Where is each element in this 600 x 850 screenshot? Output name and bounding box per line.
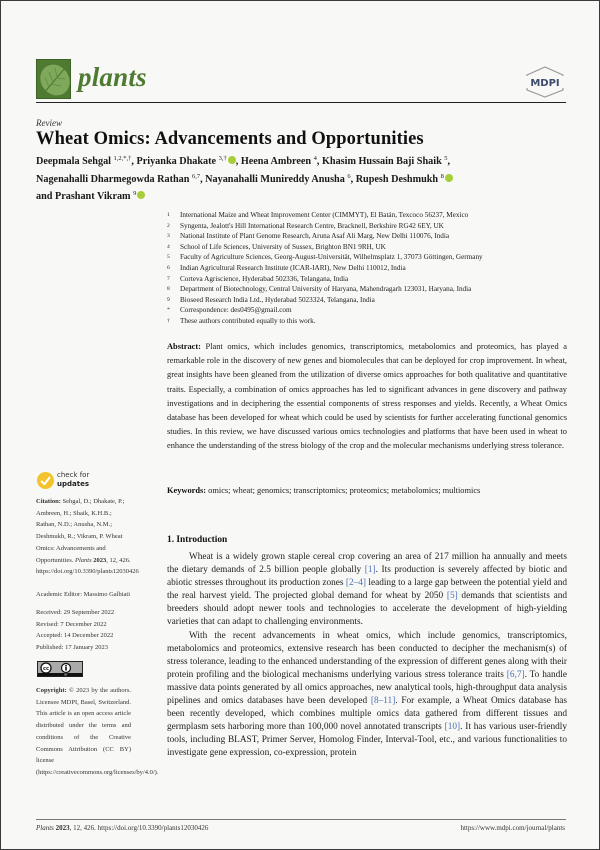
- footer-journal-url[interactable]: https://www.mdpi.com/journal/plants: [460, 824, 565, 832]
- revised-date: Revised: 7 December 2022: [36, 620, 107, 628]
- author-name: Priyanka Dhakate: [136, 156, 219, 167]
- author-name: Heena Ambreen: [240, 156, 314, 167]
- orcid-icon[interactable]: [228, 156, 236, 164]
- orcid-icon[interactable]: [137, 191, 145, 199]
- copyright-block: [36, 685, 159, 779]
- abstract-label: Abstract:: [167, 342, 201, 351]
- svg-text:MDPI: MDPI: [530, 78, 560, 89]
- paragraph-1: Wheat is a widely grown staple cereal crop covering an area of 217 million ha annually and meets the dietary demands of 2.5 billion people globally [1]. Its production is severely affected by biotic and abiotic stresses throughout its production zones [2–4] leading to a large gap between the potential yield and the real harvest yield. The projected global demand for wheat by 2050 [5] demands that scientists and breeders should adopt newer tools and technologies to accelerate the development of high-yielding varieties that can adapt to challenging environments.: [167, 552, 567, 628]
- author-name: Nayanahalli Munireddy Anusha: [205, 173, 348, 185]
- citation-ref[interactable]: [2–4]: [345, 578, 367, 589]
- affiliation-item: 4 School of Life Sciences, University of Sussex, Brighton BN1 9RH, UK: [167, 242, 386, 251]
- academic-editor: Academic Editor: Massimo Galbiati: [36, 591, 131, 598]
- journal-header: [36, 58, 566, 103]
- section-heading: 1. Introduction: [167, 535, 228, 545]
- publication-dates: [36, 607, 131, 654]
- citation-ref[interactable]: [10]: [444, 722, 461, 733]
- affiliation-item: 2 Syngenta, Jealott's Hill International Research Centre, Bracknell, Berkshire RG42 6EY, UK: [167, 221, 444, 230]
- affiliation-item: 6 Indian Agricultural Research Institute (ICAR-IARI), New Delhi 110012, India: [167, 263, 406, 272]
- keywords: [167, 486, 567, 495]
- affiliation-item: 8 Department of Biotechnology, Central University of Haryana, Mahendragarh 123031, Haryana, India: [167, 285, 472, 294]
- svg-text:cc: cc: [43, 666, 49, 672]
- article-title: Wheat Omics: Advancements and Opportunities: [36, 129, 424, 149]
- keywords-label: Keywords:: [167, 486, 207, 495]
- updates-label: updates: [57, 480, 89, 488]
- citation-ref[interactable]: [1]: [364, 565, 376, 576]
- citation-doi-link[interactable]: , 12, 426. https://doi.org/10.3390/plants12030426: [36, 556, 139, 576]
- abstract: [167, 340, 567, 454]
- journal-name: plants: [78, 62, 147, 92]
- keywords-text: omics; wheat; genomics; transcriptomics; proteomics; metabolomics; multiomics: [208, 486, 481, 495]
- author-name: Khasim Hussain Baji Shaik: [321, 156, 445, 167]
- paragraph-2: With the recent advancements in wheat omics, which include genomics, transcriptomics, metabolomics and proteomics, extensive research has been conducted to decipher the mechanism(s) of stress tolerance, leading to the enhanced understanding of the expression of different genes along with their protein profiling and the biological mechanisms underlying various stress tolerance traits [6,7]. To handle massive data points generated by all omics approaches, new analytical tools, high-throughput data analysis pipelines and omics databases have been developed [8–11]. For example, a Wheat Omics database has been recently developed, which combines multiple omics data gathered from different tissues and germplasm sets harboring more than 100,000 novel annotated transcripts [10]. It has various user-friendly tools, including BLAST, Primer Server, Homolog Finder, Interval-Tool, etc., and various functionalities to investigate gene expression, co-expression, protein: [167, 630, 568, 759]
- published-date: Published: 17 January 2023: [36, 644, 109, 652]
- abstract-text: Plant omics, which includes genomics, transcriptomics, metabolomics and proteomics, has played a remarkable role in the discovery of new genes and biomolecules that can be deployed for crop improvement. In wheat, great insights have been gleaned from the utilization of diverse omics approaches for both qualitative and quantitative traits. Especially, a combination of omics approaches has led to significant advances in gene discovery and pathway investigations and in deciphering the essential components of stress responses and yields. Recently, a Wheat Omics database has been developed for wheat which could be used by scientists for further accelerating functional genomics studies. In this review, we have discussed various omics technologies and platforms that have been used in wheat to enhance the understanding of the stress biology of the crop and the molecular mechanisms underlying stress tolerance.: [167, 342, 568, 451]
- received-date: Received: 29 September 2022: [36, 609, 115, 616]
- copyright-label: Copyright:: [36, 687, 67, 694]
- author-name: Rupesh Deshmukh: [355, 173, 441, 185]
- copyright-text: © 2023 by the authors. Licensee MDPI, Basel, Switzerland. This article is an open access article distributed under the terms and conditions of the Creative Commons Attribution (CC BY) license (https://creativecommons.org/licenses/by/4.0/).: [36, 687, 159, 776]
- author-name: Prashant Vikram: [54, 191, 134, 202]
- affiliation-item: 3 National Institute of Plant Genome Research, Aruna Asaf Ali Marg, New Delhi 110076, India: [167, 232, 450, 241]
- check-updates-icon: [37, 472, 54, 489]
- leaf-logo-icon: [36, 59, 71, 99]
- footer-doi-link[interactable]: , 12, 426. https://doi.org/10.3390/plants12030426: [69, 824, 209, 832]
- svg-text:BY: BY: [64, 673, 68, 676]
- affiliation-item: 5 Faculty of Agriculture Sciences, Georg-August-Universität, Wilhelmsplatz 1, 37073 Göttingen, Germany: [167, 253, 483, 262]
- citation-ref[interactable]: [8–11]: [370, 696, 396, 707]
- citation-ref[interactable]: [5]: [446, 591, 458, 602]
- article-type: Review: [36, 118, 62, 128]
- affiliation-item: * Correspondence: des0495@gmail.com: [167, 306, 292, 315]
- citation-year: 2023: [93, 556, 107, 564]
- affiliation-item: 9 Bioseed Research India Ltd., Hyderabad 5023324, Telangana, India: [167, 295, 375, 304]
- check-updates-label: check for: [57, 471, 90, 479]
- check-for-updates-button[interactable]: [37, 470, 97, 492]
- affiliation-item: † These authors contributed equally to this work.: [167, 316, 316, 325]
- mdpi-logo-icon: [524, 66, 566, 98]
- citation-text: Sehgal, D.; Dhakate, P.; Ambreen, H.; Shaik, K.H.B.; Rathan, N.D.; Anusha, N.M.; Deshmukh, R.; Vikram, P. Wheat Omics: Advancements and Opportunities.: [36, 498, 125, 564]
- citation-journal: Plants: [75, 556, 92, 564]
- footer-divider: [36, 819, 566, 820]
- affiliation-item: 7 Corteva Agriscience, Hyderabad 502336, Telangana, India: [167, 274, 349, 283]
- body-text: [167, 551, 567, 761]
- document-page: [1, 1, 599, 849]
- citation-block: [36, 496, 139, 578]
- citation-ref[interactable]: [6,7]: [506, 669, 525, 680]
- orcid-icon[interactable]: [445, 174, 453, 182]
- author-name: Nagenahalli Dharmegowda Rathan: [36, 173, 192, 185]
- footer-citation: Plants 2023, 12, 426. https://doi.org/10.3390/plants12030426: [36, 824, 209, 832]
- citation-label: Citation:: [36, 498, 61, 505]
- author-list: Deepmala Sehgal $^{1,2,*,\dagger}$, Priyanka Dhakate $^{3,\dagger}$ , Heena Ambreen $^4$, Khasim Hussain Baji Shaik $^5$, Nagenahalli Dharmegowda Rathan $^{6,7}$, Nayanahalli Munireddy Anusha $^6$, Rupesh Deshmukh $^8$ and Prashant Vikram $^9$: [36, 152, 566, 205]
- affiliation-item: 1 International Maize and Wheat Improvement Center (CIMMYT), El Batán, Texcoco 56237, Mexico: [167, 211, 469, 219]
- accepted-date: Accepted: 14 December 2022: [36, 632, 114, 640]
- cc-by-license-icon[interactable]: [37, 661, 83, 677]
- author-name: Deepmala Sehgal: [36, 156, 114, 167]
- header-divider: [36, 102, 566, 103]
- affiliations: [167, 210, 577, 327]
